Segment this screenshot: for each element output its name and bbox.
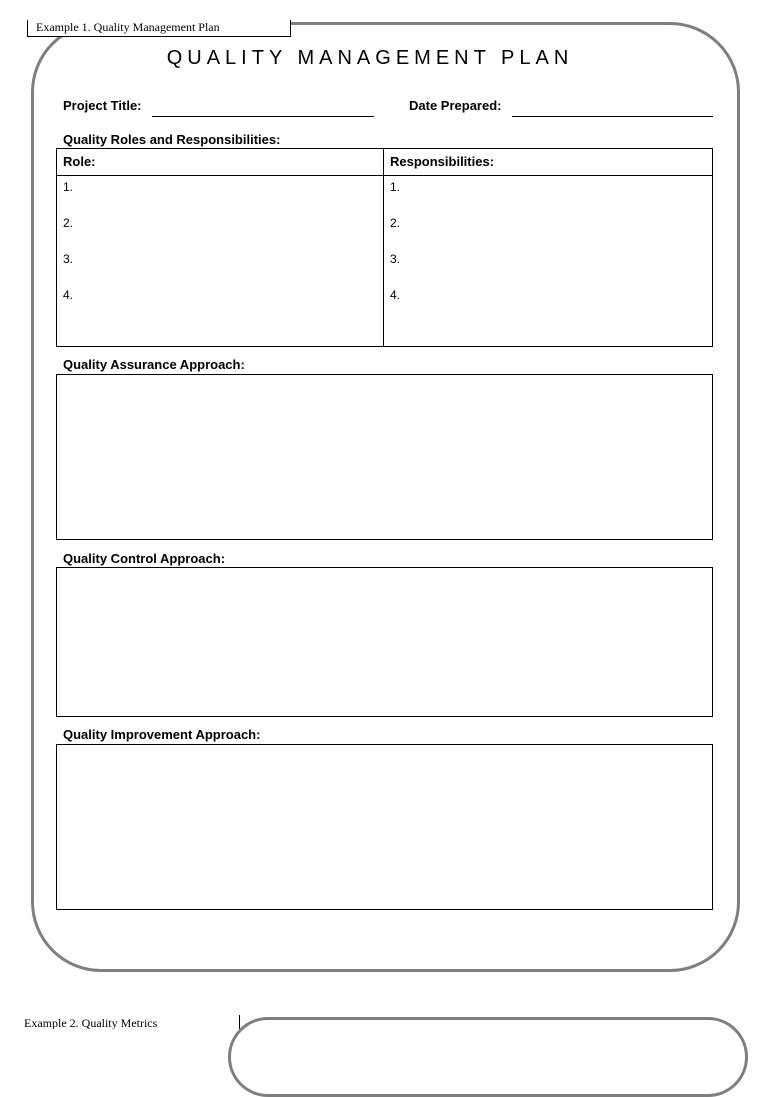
project-title-label: Project Title: <box>63 98 142 113</box>
control-text-box[interactable] <box>56 567 713 717</box>
control-section-label: Quality Control Approach: <box>63 551 226 566</box>
assurance-section-label: Quality Assurance Approach: <box>63 357 245 372</box>
responsibility-item: 1. <box>390 180 401 194</box>
roles-table <box>56 148 713 347</box>
role-item: 2. <box>63 216 74 230</box>
role-column-header: Role: <box>57 149 384 176</box>
assurance-text-box[interactable] <box>56 374 713 540</box>
example-tab-label: Example 1. Quality Management Plan <box>27 20 291 37</box>
page-title: QUALITY MANAGEMENT PLAN <box>166 47 574 69</box>
responsibility-item: 4. <box>390 288 401 302</box>
responsibility-item: 2. <box>390 216 401 230</box>
roles-table-body-row <box>57 176 713 347</box>
role-cell[interactable] <box>57 176 384 347</box>
responsibilities-cell[interactable] <box>384 176 713 347</box>
improvement-section-label: Quality Improvement Approach: <box>63 727 261 742</box>
roles-section-label: Quality Roles and Responsibilities: <box>63 132 281 147</box>
date-prepared-input-line[interactable] <box>512 116 713 117</box>
role-item: 1. <box>63 180 74 194</box>
project-title-input-line[interactable] <box>152 116 374 117</box>
role-item: 3. <box>63 252 74 266</box>
next-example-tab-label: Example 2. Quality Metrics <box>14 1015 240 1029</box>
next-page-frame <box>228 1017 748 1097</box>
improvement-text-box[interactable] <box>56 744 713 910</box>
responsibilities-column-header: Responsibilities: <box>384 149 713 176</box>
role-item: 4. <box>63 288 74 302</box>
date-prepared-label: Date Prepared: <box>409 98 502 113</box>
responsibility-item: 3. <box>390 252 401 266</box>
roles-table-header-row <box>57 149 713 176</box>
